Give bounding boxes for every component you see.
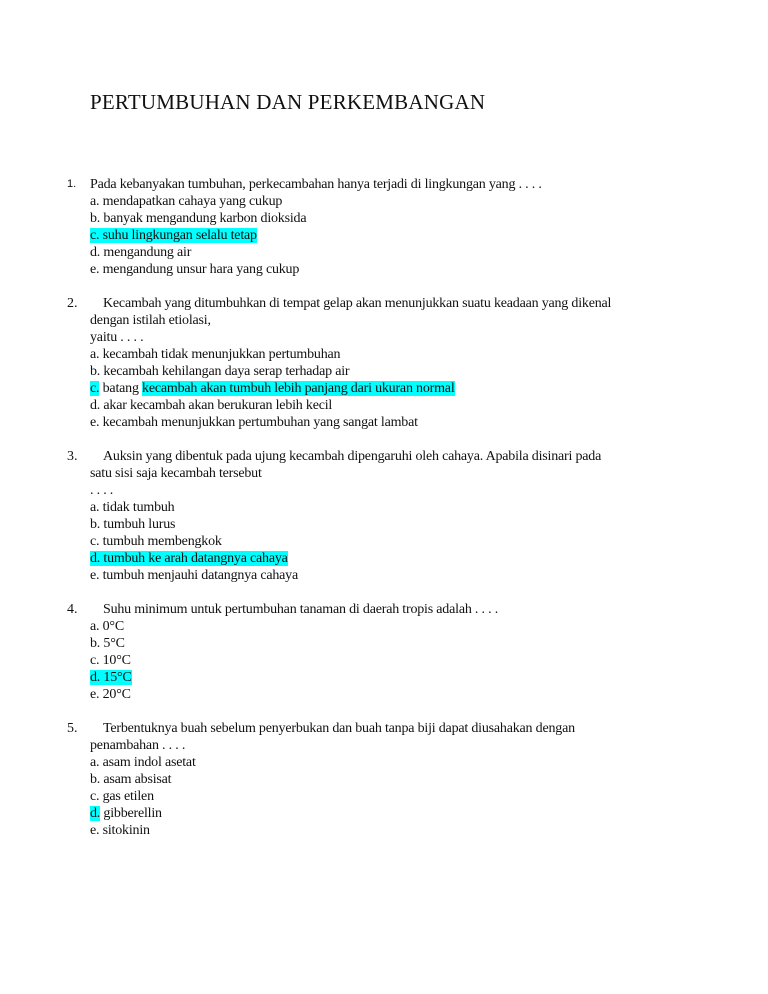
question-text-line: satu sisi saja kecambah tersebut — [90, 466, 262, 481]
option-text: c. tumbuh membengkok — [90, 534, 222, 549]
question-5 — [0, 720, 768, 839]
question-1 — [0, 176, 768, 278]
answer-option — [90, 618, 768, 635]
answer-option — [90, 397, 768, 414]
answer-option — [90, 686, 768, 703]
question-2 — [0, 295, 768, 431]
option-text: e. mengandung unsur hara yang cukup — [90, 262, 300, 277]
highlighted-answer-text: d. tumbuh ke arah datangnya cahaya — [90, 551, 288, 566]
answer-option — [90, 533, 768, 550]
answer-option — [90, 499, 768, 516]
option-text: e. tumbuh menjauhi datangnya cahaya — [90, 568, 298, 583]
question-text-line: Kecambah yang ditumbuhkan di tempat gelap akan menunjukkan suatu keadaan yang dikenal — [103, 296, 612, 311]
option-text: a. 0°C — [90, 619, 124, 634]
question-text-line: Auksin yang dibentuk pada ujung kecambah dipengaruhi oleh cahaya. Apabila disinari pada — [103, 449, 602, 464]
option-text: e. kecambah menunjukkan pertumbuhan yang sangat lambat — [90, 415, 418, 430]
question-text-line: dengan istilah etiolasi, — [90, 313, 211, 328]
question-number: 4. — [67, 602, 78, 617]
option-text: gibberellin — [100, 806, 162, 821]
option-text: b. kecambah kehilangan daya serap terhadap air — [90, 364, 350, 379]
answer-option — [90, 788, 768, 805]
highlighted-answer-text: c. suhu lingkungan selalu tetap — [90, 228, 257, 243]
answer-option — [90, 754, 768, 771]
question-text-line: yaitu . . . . — [90, 330, 144, 345]
question-4 — [0, 601, 768, 703]
option-text: e. 20°C — [90, 687, 131, 702]
question-3 — [0, 448, 768, 584]
answer-option — [90, 516, 768, 533]
answer-option — [90, 635, 768, 652]
answer-option — [90, 550, 768, 567]
question-text-line: . . . . — [90, 483, 114, 498]
answer-option — [90, 771, 768, 788]
option-text: c. 10°C — [90, 653, 131, 668]
question-text-line: Suhu minimum untuk pertumbuhan tanaman di daerah tropis adalah . . . . — [103, 602, 499, 617]
option-text: d. akar kecambah akan berukuran lebih kecil — [90, 398, 333, 413]
option-text: b. tumbuh lurus — [90, 517, 176, 532]
highlighted-answer-text: c. — [90, 381, 100, 396]
document-title: PERTUMBUHAN DAN PERKEMBANGAN — [90, 90, 486, 114]
highlighted-answer-text: d. — [90, 806, 101, 821]
option-text: c. gas etilen — [90, 789, 154, 804]
option-text: a. mendapatkan cahaya yang cukup — [90, 194, 283, 209]
highlighted-answer-text: kecambah akan tumbuh lebih panjang dari ukuran normal — [142, 381, 455, 396]
answer-option — [90, 380, 768, 397]
highlighted-answer-text: d. 15°C — [90, 670, 132, 685]
option-text: d. mengandung air — [90, 245, 192, 260]
answer-option — [90, 652, 768, 669]
answer-option — [90, 805, 768, 822]
answer-option — [90, 346, 768, 363]
question-list — [0, 176, 768, 856]
option-text: e. sitokinin — [90, 823, 150, 838]
question-number: 2. — [67, 296, 78, 311]
question-number: 5. — [67, 721, 78, 736]
answer-option — [90, 363, 768, 380]
option-text: b. asam absisat — [90, 772, 172, 787]
answer-option — [90, 567, 768, 584]
answer-option — [90, 244, 768, 261]
question-number: 3. — [67, 449, 78, 464]
answer-option — [90, 669, 768, 686]
answer-option — [90, 210, 768, 227]
answer-option — [90, 261, 768, 278]
option-text: a. kecambah tidak menunjukkan pertumbuhan — [90, 347, 341, 362]
option-text: b. banyak mengandung karbon dioksida — [90, 211, 307, 226]
answer-option — [90, 822, 768, 839]
question-text-line: penambahan . . . . — [90, 738, 186, 753]
option-text: b. 5°C — [90, 636, 125, 651]
answer-option — [90, 227, 768, 244]
question-number: 1. — [67, 178, 77, 190]
question-text-line: Terbentuknya buah sebelum penyerbukan dan buah tanpa biji dapat diusahakan dengan — [103, 721, 575, 736]
option-text: a. tidak tumbuh — [90, 500, 175, 515]
question-text-line: Pada kebanyakan tumbuhan, perkecambahan hanya terjadi di lingkungan yang . . . . — [90, 177, 542, 192]
answer-option — [90, 414, 768, 431]
option-text: batang — [99, 381, 143, 396]
answer-option — [90, 193, 768, 210]
option-text: a. asam indol asetat — [90, 755, 196, 770]
